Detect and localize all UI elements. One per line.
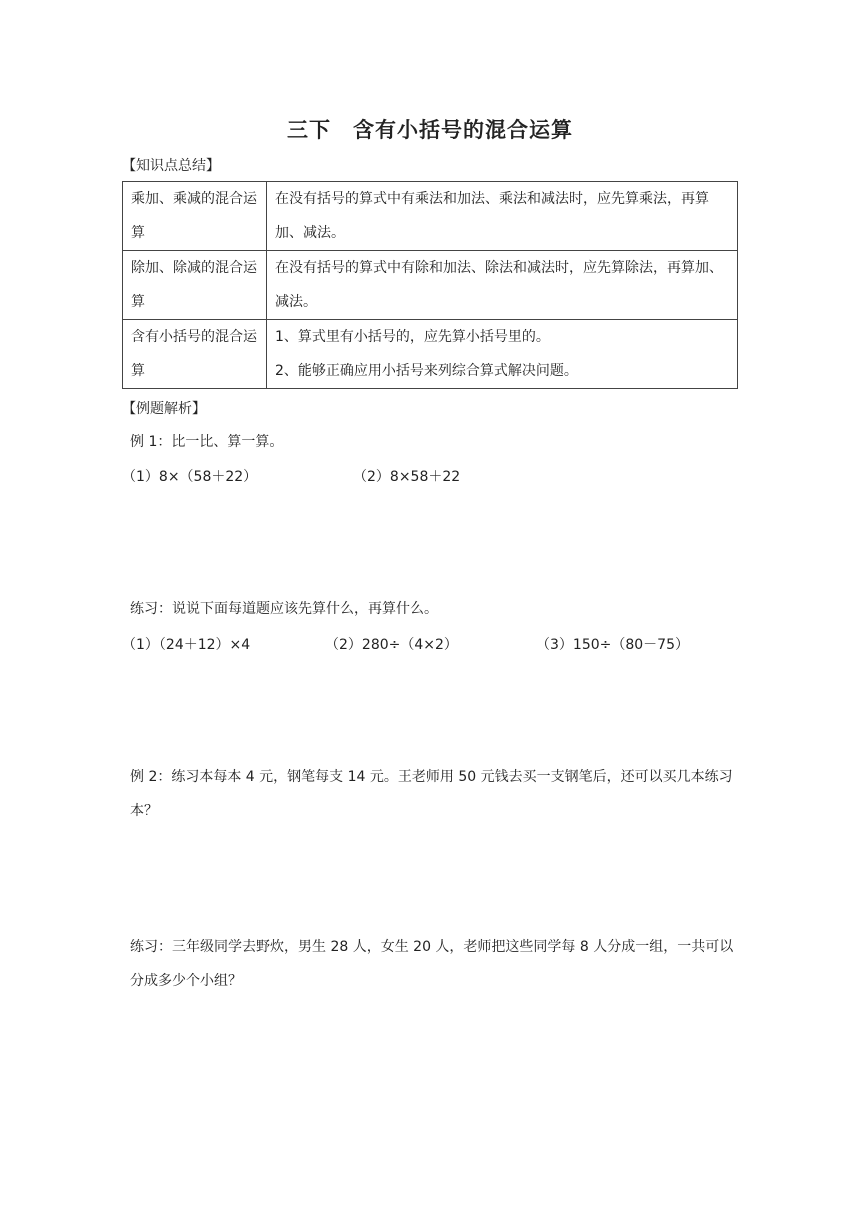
summary-heading: 【知识点总结】 [122,158,220,174]
table-row [123,320,738,389]
content-line: 2、能够正确应用小括号来列综合算式解决问题。 [275,363,578,379]
example1-item: （2）8×58＋22 [353,469,461,485]
table-row [123,251,738,320]
examples-heading: 【例题解析】 [122,401,206,417]
example1-item: （1）8×（58＋22） [122,469,258,485]
table-row [123,182,738,251]
content-line: 1、算式里有小括号的，应先算小括号里的。 [275,329,550,345]
row-label: 乘加、乘减的混合运算 [123,182,267,251]
row-label: 除加、除减的混合运算 [123,251,267,320]
practice1-item: （3）150÷（80－75） [536,637,689,653]
row-content [267,320,738,389]
row-content: 在没有括号的算式中有乘法和加法、乘法和减法时，应先算乘法，再算加、减法。 [267,182,738,251]
practice1-item: （1）（24＋12）×4 [122,637,251,653]
row-content: 在没有括号的算式中有除和加法、除法和减法时，应先算除法，再算加、减法。 [267,251,738,320]
example1-prompt: 例 1：比一比、算一算。 [130,434,284,450]
summary-table [122,181,738,389]
page-title: 三下 含有小括号的混合运算 [287,118,573,142]
example2-prompt: 例 2：练习本每本 4 元，钢笔每支 14 元。王老师用 50 元钱去买一支钢笔后，还可以买几本练习本？ [130,769,733,819]
practice1-prompt: 练习：说说下面每道题应该先算什么，再算什么。 [130,601,438,617]
practice2-prompt: 练习：三年级同学去野炊，男生 28 人，女生 20 人，老师把这些同学每 8 人分成一组，一共可以分成多少个小组？ [130,939,734,989]
row-label: 含有小括号的混合运算 [123,320,267,389]
practice1-item: （2）280÷（4×2） [325,637,458,653]
